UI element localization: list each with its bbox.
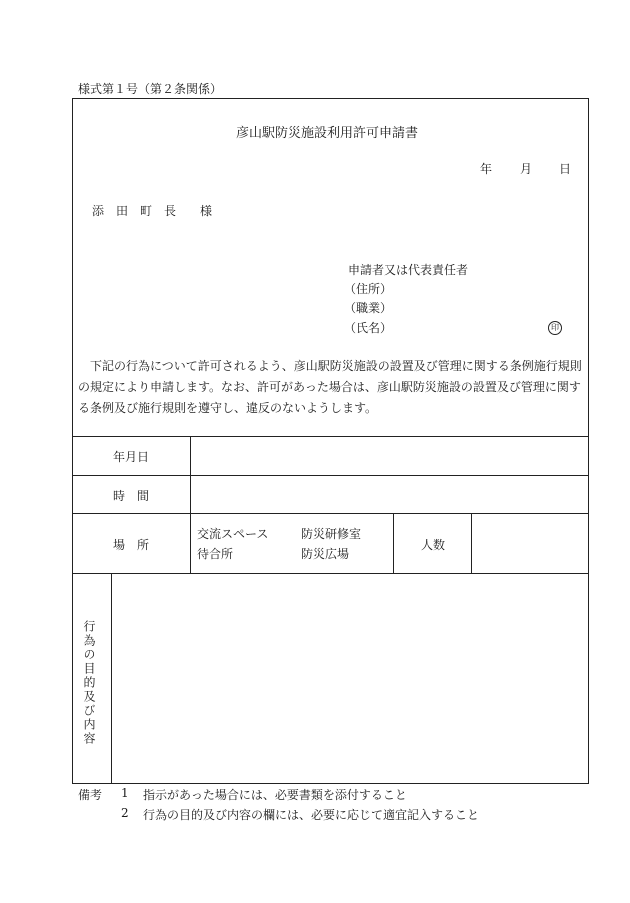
- applicant-address-label: （住所）: [344, 282, 393, 296]
- form-title: 彦山駅防災施設利用許可申請書: [236, 126, 419, 141]
- place-option-plaza: 防災広場: [301, 547, 350, 561]
- table-row-time: [73, 475, 588, 513]
- form-number: 様式第１号（第２条関係）: [78, 82, 223, 96]
- place-option-exchange-space: 交流スペース: [197, 527, 269, 541]
- date-day-label: 日: [559, 162, 572, 176]
- place-option-training-room: 防災研修室: [301, 527, 362, 541]
- applicant-heading: 申請者又は代表責任者: [348, 263, 469, 277]
- application-statement: 下記の行為について許可されるよう、彦山駅防災施設の設置及び管理に関する条例施行規則の規定により申請します。なお、許可があった場合は、彦山駅防災施設の設置及び管理に関する条例及び施行規則を遵守し、違反のないようします。: [78, 359, 582, 415]
- applicant-name-label: （氏名）: [344, 321, 393, 335]
- purpose-label: 行為の目的及び内容: [82, 620, 96, 746]
- date-year-label: 年: [480, 162, 493, 176]
- applicant-occupation-label: （職業）: [344, 301, 393, 315]
- date-month-label: 月: [520, 162, 533, 176]
- addressee: 添 田 町 長 様: [92, 204, 213, 218]
- table-row-purpose: [73, 573, 588, 783]
- time-label: 時 間: [113, 489, 150, 503]
- place-option-waiting-room: 待合所: [197, 547, 234, 561]
- details-table: [72, 436, 589, 784]
- note-number-2: 2: [121, 806, 129, 820]
- seal-icon: 印: [548, 321, 562, 335]
- date-label: 年月日: [113, 450, 150, 464]
- notes-label: 備考: [78, 788, 103, 802]
- table-row-place: [73, 513, 588, 573]
- table-row-date: [73, 437, 588, 475]
- people-label: 人数: [421, 538, 446, 552]
- place-label: 場 所: [113, 538, 150, 552]
- note-text-1: 指示があった場合には、必要書類を添付すること: [143, 788, 407, 802]
- note-number-1: 1: [121, 786, 129, 800]
- note-text-2: 行為の目的及び内容の欄には、必要に応じて適宜記入すること: [143, 808, 480, 822]
